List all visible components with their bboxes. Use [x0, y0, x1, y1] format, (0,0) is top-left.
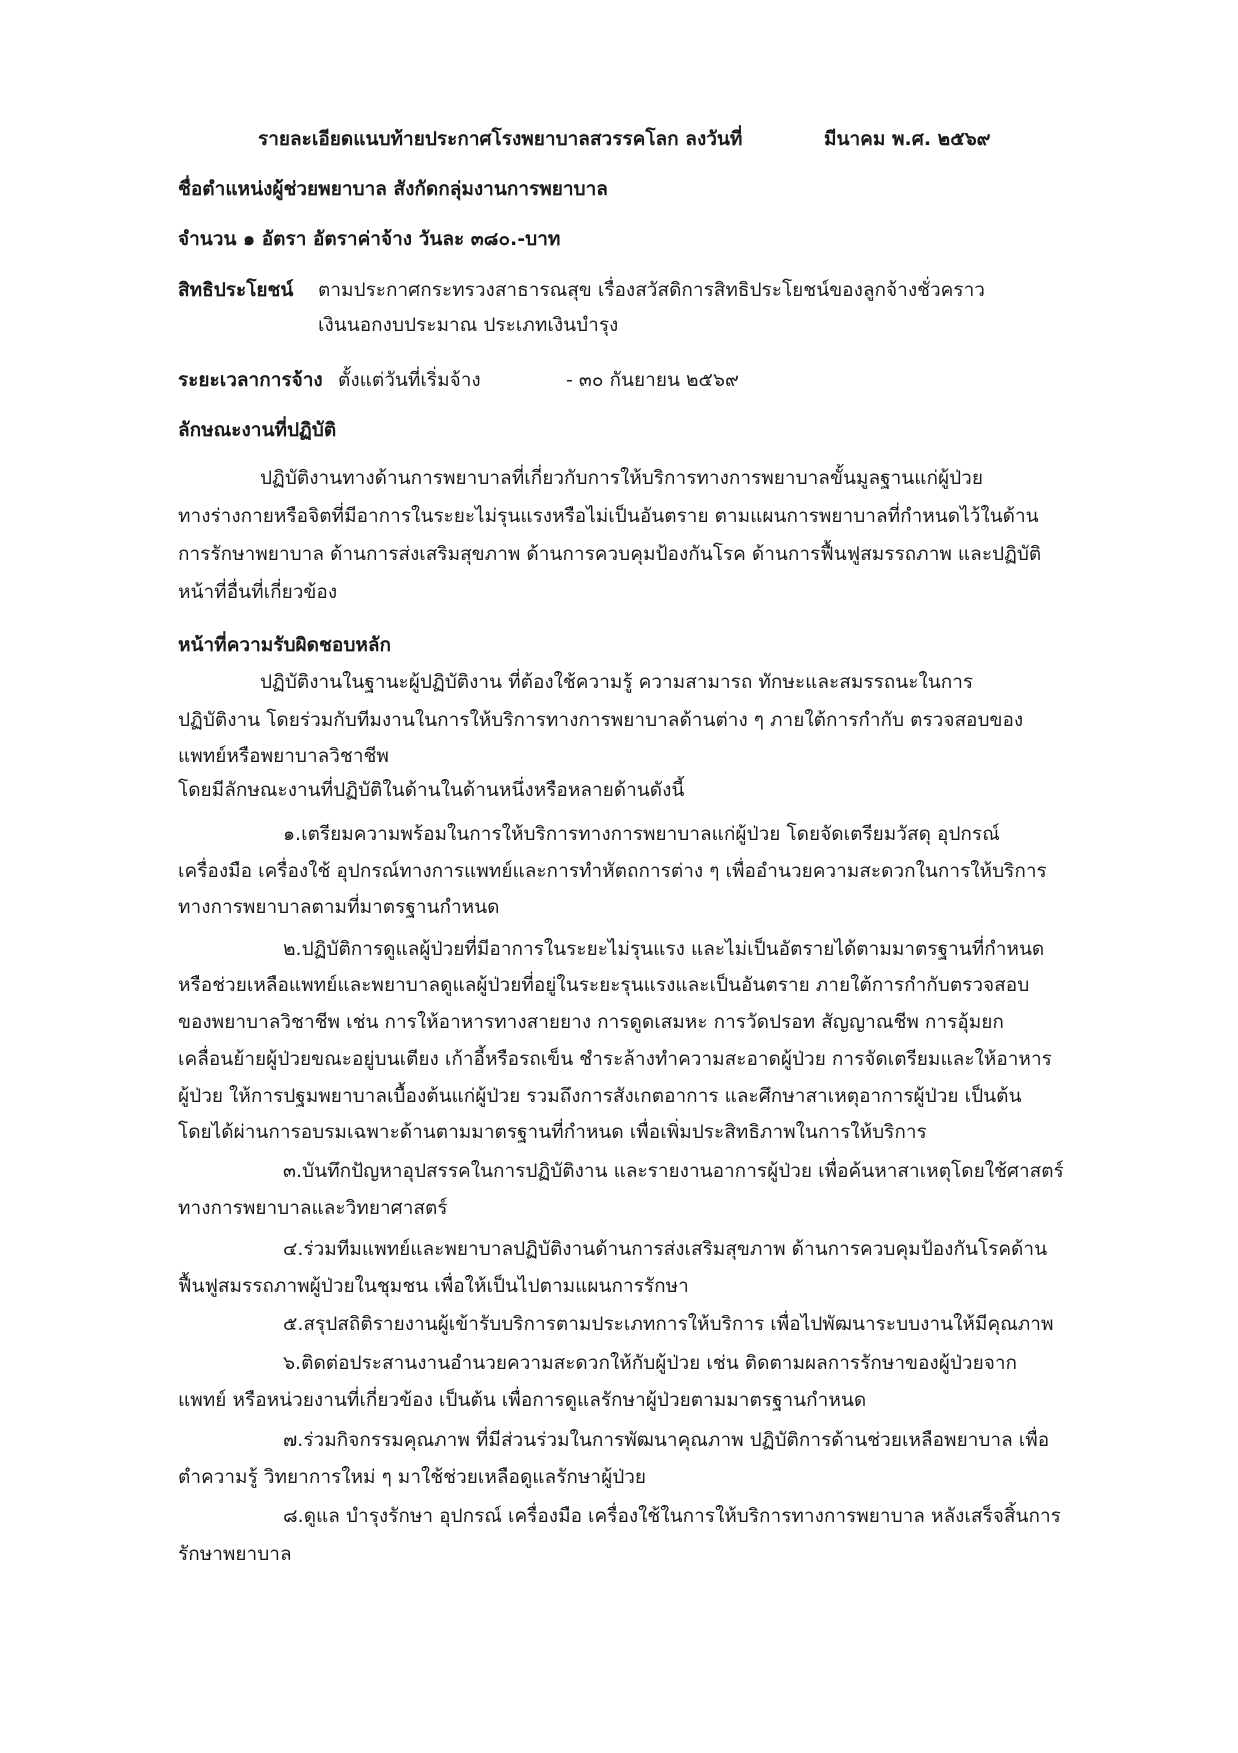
duty-item-line: ทางการพยาบาลตามที่มาตรฐานกำหนด	[178, 896, 500, 918]
duties-intro-line: แพทย์หรือพยาบาลวิชาชีพ	[178, 745, 389, 767]
document-date: มีนาคม พ.ศ. ๒๕๖๙	[824, 128, 991, 150]
duty-item-line: เครื่องมือ เครื่องใช้ อุปกรณ์ทางการแพทย์และการทำหัตถการต่าง ๆ เพื่ออำนวยความสะดวกในการให้บริการ	[178, 860, 1047, 882]
duty-item-line: หรือช่วยเหลือแพทย์และพยาบาลดูแลผู้ป่วยที่อยู่ในระยะรุนแรงและเป็นอันตราย ภายใต้การกำกับตรวจสอบ	[178, 974, 1030, 996]
job-nature-line: ปฏิบัติงานทางด้านการพยาบาลที่เกี่ยวกับการให้บริการทางการพยาบาลขั้นมูลฐานแก่ผู้ป่วย	[260, 467, 983, 489]
duties-intro-line: ปฏิบัติงาน โดยร่วมกับทีมงานในการให้บริการทางการพยาบาลด้านต่าง ๆ ภายใต้การกำกับ ตรวจสอบของ	[178, 709, 1024, 731]
duty-item-line: ตำความรู้ วิทยาการใหม่ ๆ มาใช้ช่วยเหลือดูแลรักษาผู้ป่วย	[178, 1466, 647, 1488]
duty-item-line: ๑.เตรียมความพร้อมในการให้บริการทางการพยาบาลแก่ผู้ป่วย โดยจัดเตรียมวัสดุ อุปกรณ์	[283, 823, 1000, 845]
duty-item-line: แพทย์ หรือหน่วยงานที่เกี่ยวข้อง เป็นต้น เพื่อการดูแลรักษาผู้ป่วยตามมาตรฐานกำหนด	[178, 1389, 867, 1411]
period-label: ระยะเวลาการจ้าง	[178, 369, 323, 391]
duties-intro-line: โดยมีลักษณะงานที่ปฏิบัติในด้านในด้านหนึ่งหรือหลายด้านดังนี้	[178, 779, 685, 801]
position-title: ชื่อตำแหน่งผู้ช่วยพยาบาล สังกัดกลุ่มงานการพยาบาล	[178, 178, 608, 200]
job-nature-line: หน้าที่อื่นที่เกี่ยวข้อง	[178, 581, 338, 603]
job-nature-heading: ลักษณะงานที่ปฏิบัติ	[178, 419, 337, 441]
quota-line: จำนวน ๑ อัตรา อัตราค่าจ้าง วันละ ๓๘๐.-บาท	[178, 228, 561, 250]
duty-item-line: ฟื้นฟูสมรรถภาพผู้ป่วยในชุมชน เพื่อให้เป็นไปตามแผนการรักษา	[178, 1275, 689, 1297]
duty-item-line: ผู้ป่วย ให้การปฐมพยาบาลเบื้องต้นแก่ผู้ป่วย รวมถึงการสังเกตอาการ และศึกษาสาเหตุอาการผู้ป่วย เป็นต้น	[178, 1085, 1022, 1107]
benefits-text-1: ตามประกาศกระทรวงสาธารณสุข เรื่องสวัสดิการสิทธิประโยชน์ของลูกจ้างชั่วคราว	[318, 279, 985, 301]
duty-item-line: ๗.ร่วมกิจกรรมคุณภาพ ที่มีส่วนร่วมในการพัฒนาคุณภาพ ปฏิบัติการด้านช่วยเหลือพยาบาล เพื่อ	[283, 1429, 1050, 1451]
duty-item-line: ทางการพยาบาลและวิทยาศาสตร์	[178, 1197, 448, 1219]
duty-item-line: เคลื่อนย้ายผู้ป่วยขณะอยู่บนเตียง เก้าอี้หรือรถเข็น ชำระล้างทำความสะอาดผู้ป่วย การจัดเตรียมและให้อาหาร	[178, 1048, 1052, 1070]
duty-item-line: ของพยาบาลวิชาชีพ เช่น การให้อาหารทางสายยาง การดูดเสมหะ การวัดปรอท สัญญาณชีพ การอุ้มยก	[178, 1011, 1004, 1033]
job-nature-line: การรักษาพยาบาล ด้านการส่งเสริมสุขภาพ ด้านการควบคุมป้องกันโรค ด้านการฟื้นฟูสมรรถภาพ และปฏิบัติ	[178, 543, 1042, 565]
duty-item-line: รักษาพยาบาล	[178, 1543, 292, 1565]
duty-item-line: ๔.ร่วมทีมแพทย์และพยาบาลปฏิบัติงานด้านการส่งเสริมสุขภาพ ด้านการควบคุมป้องกันโรคด้าน	[283, 1238, 1048, 1260]
period-to: - ๓๐ กันยายน ๒๕๖๙	[566, 369, 739, 391]
duty-item-line: ๒.ปฏิบัติการดูแลผู้ป่วยที่มีอาการในระยะไม่รุนแรง และไม่เป็นอัตรายได้ตามมาตรฐานที่กำหนด	[283, 938, 1045, 960]
duty-item-line: โดยได้ผ่านการอบรมเฉพาะด้านตามมาตรฐานที่กำหนด เพื่อเพิ่มประสิทธิภาพในการให้บริการ	[178, 1121, 927, 1143]
benefits-label: สิทธิประโยชน์	[178, 279, 294, 301]
duty-item-line: ๓.บันทึกปัญหาอุปสรรคในการปฏิบัติงาน และรายงานอาการผู้ป่วย เพื่อค้นหาสาเหตุโดยใช้ศาสตร์	[283, 1160, 1064, 1182]
period-from: ตั้งแต่วันที่เริ่มจ้าง	[338, 369, 481, 391]
benefits-text-2: เงินนอกงบประมาณ ประเภทเงินบำรุง	[318, 314, 619, 336]
duties-intro-line: ปฏิบัติงานในฐานะผู้ปฏิบัติงาน ที่ต้องใช้ความรู้ ความสามารถ ทักษะและสมรรถนะในการ	[260, 671, 974, 693]
document-title: รายละเอียดแนบท้ายประกาศโรงพยาบาลสวรรคโลก ลงวันที่	[258, 128, 743, 150]
duties-heading: หน้าที่ความรับผิดชอบหลัก	[178, 634, 392, 656]
job-nature-line: ทางร่างกายหรือจิตที่มีอาการในระยะไม่รุนแรงหรือไม่เป็นอันตราย ตามแผนการพยาบาลที่กำหนดไว้ในด้าน	[178, 505, 1039, 527]
duty-item-line: ๘.ดูแล บำรุงรักษา อุปกรณ์ เครื่องมือ เครื่องใช้ในการให้บริการทางการพยาบาล หลังเสร็จสิ้นการ	[283, 1505, 1061, 1527]
duty-item-line: ๖.ติดต่อประสานงานอำนวยความสะดวกให้กับผู้ป่วย เช่น ติดตามผลการรักษาของผู้ป่วยจาก	[283, 1352, 1018, 1374]
duty-item-line: ๕.สรุปสถิติรายงานผู้เข้ารับบริการตามประเภทการให้บริการ เพื่อไปพัฒนาระบบงานให้มีคุณภาพ	[283, 1313, 1054, 1335]
